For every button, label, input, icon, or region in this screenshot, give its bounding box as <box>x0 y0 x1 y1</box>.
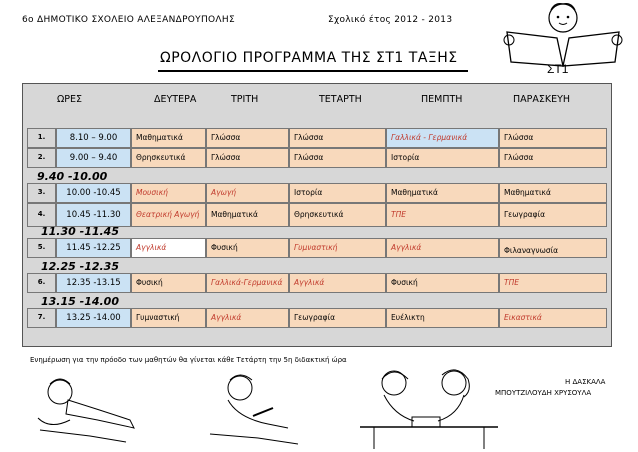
subject-cell: Ιστορία <box>289 183 386 203</box>
col-header-friday: ΠΑΡΑΣΚΕΥΗ <box>513 94 571 105</box>
break-time: 9.40 -10.00 <box>37 170 108 183</box>
drawing-child-illustration <box>30 370 150 450</box>
subject-cell: Εικαστικά <box>499 308 607 328</box>
subject-cell: Γλώσσα <box>206 148 289 168</box>
subject-cell: Γλώσσα <box>206 128 289 148</box>
page-title: ΩΡΟΛΟΓΙΟ ΠΡΟΓΡΑΜΜΑ ΤΗΣ ΣΤ1 ΤΑΞΗΣ <box>160 50 458 66</box>
subject-cell: Γυμναστική <box>131 308 206 328</box>
school-year: Σχολικό έτος 2012 - 2013 <box>328 15 453 25</box>
subject-cell: Γεωγραφία <box>499 203 607 227</box>
period-time: 9.00 – 9.40 <box>56 148 131 168</box>
period-time: 8.10 – 9.00 <box>56 128 131 148</box>
subject-cell: Ευέλικτη <box>386 308 499 328</box>
break-time: 11.30 -11.45 <box>41 225 119 238</box>
subject-cell: Μουσική <box>131 183 206 203</box>
row-number: 2. <box>27 148 56 168</box>
col-header-tuesday: ΤΡΙΤΗ <box>231 94 259 105</box>
subject-cell: Θρησκευτικά <box>289 203 386 227</box>
subject-cell: ΤΠΕ <box>499 273 607 293</box>
col-header-wednesday: ΤΕΤΑΡΤΗ <box>319 94 362 105</box>
col-header-hours: ΩΡΕΣ <box>57 94 82 105</box>
school-name: 6ο ΔΗΜΟΤΙΚΟ ΣΧΟΛΕΙΟ ΑΛΕΞΑΝΔΡΟΥΠΟΛΗΣ <box>22 15 235 25</box>
subject-cell: Φυσική <box>386 273 499 293</box>
subject-cell: Ιστορία <box>386 148 499 168</box>
subject-cell: Φυσική <box>131 273 206 293</box>
row-number: 4. <box>27 203 56 227</box>
break-time: 13.15 -14.00 <box>41 295 119 308</box>
subject-cell: Γεωγραφία <box>289 308 386 328</box>
subject-cell: Αγωγή <box>206 183 289 203</box>
subject-cell: Γυμναστική <box>289 238 386 258</box>
subject-cell: Μαθηματικά <box>386 183 499 203</box>
row-number: 1. <box>27 128 56 148</box>
coloring-child-illustration <box>198 368 308 450</box>
subject-cell: Φυσική <box>206 238 289 258</box>
subject-cell: Αγγλικά <box>386 238 499 258</box>
col-header-thursday: ΠΕΜΠΤΗ <box>421 94 463 105</box>
subject-cell: Αγγλικά <box>289 273 386 293</box>
title-underline <box>158 70 468 72</box>
class-label: ΣΤ1 <box>547 62 569 76</box>
subject-cell: ΤΠΕ <box>386 203 499 227</box>
subject-cell: Γαλλικά - Γερμανικά <box>386 128 499 148</box>
subject-cell: Αγγλικά <box>131 238 206 258</box>
subject-cell: Θεατρική Αγωγή <box>131 203 206 227</box>
teacher-title: Η ΔΑΣΚΑΛΑ <box>565 378 606 386</box>
subject-cell: Μαθηματικά <box>131 128 206 148</box>
period-time: 10.00 -10.45 <box>56 183 131 203</box>
row-number: 3. <box>27 183 56 203</box>
period-time: 12.35 -13.15 <box>56 273 131 293</box>
subject-cell: Γλώσσα <box>499 128 607 148</box>
timetable <box>22 83 612 347</box>
row-number: 5. <box>27 238 56 258</box>
studying-children-illustration <box>354 365 504 451</box>
subject-cell: Γλώσσα <box>289 128 386 148</box>
break-time: 12.25 -12.35 <box>41 260 119 273</box>
col-header-monday: ΔΕΥΤΕΡΑ <box>154 94 197 105</box>
subject-cell: Θρησκευτικά <box>131 148 206 168</box>
subject-cell: Μαθηματικά <box>499 183 607 203</box>
period-time: 13.25 -14.00 <box>56 308 131 328</box>
subject-cell: Φιλαναγνωσία <box>499 238 607 258</box>
subject-cell: Αγγλικά <box>206 308 289 328</box>
row-number: 7. <box>27 308 56 328</box>
teacher-name: ΜΠΟΥΤΖΙΛΟΥΔΗ ΧΡΥΣΟΥΛΑ <box>495 389 592 397</box>
period-time: 10.45 -11.30 <box>56 203 131 227</box>
subject-cell: Γλώσσα <box>499 148 607 168</box>
footer-note: Ενημέρωση για την πρόοδο των μαθητών θα γίνεται κάθε Τετάρτη την 5η διδακτική ώρα <box>30 356 347 364</box>
reading-child-illustration <box>493 0 633 70</box>
period-time: 11.45 -12.25 <box>56 238 131 258</box>
subject-cell: Μαθηματικά <box>206 203 289 227</box>
subject-cell: Γαλλικά-Γερμανικά <box>206 273 289 293</box>
subject-cell: Γλώσσα <box>289 148 386 168</box>
row-number: 6. <box>27 273 56 293</box>
